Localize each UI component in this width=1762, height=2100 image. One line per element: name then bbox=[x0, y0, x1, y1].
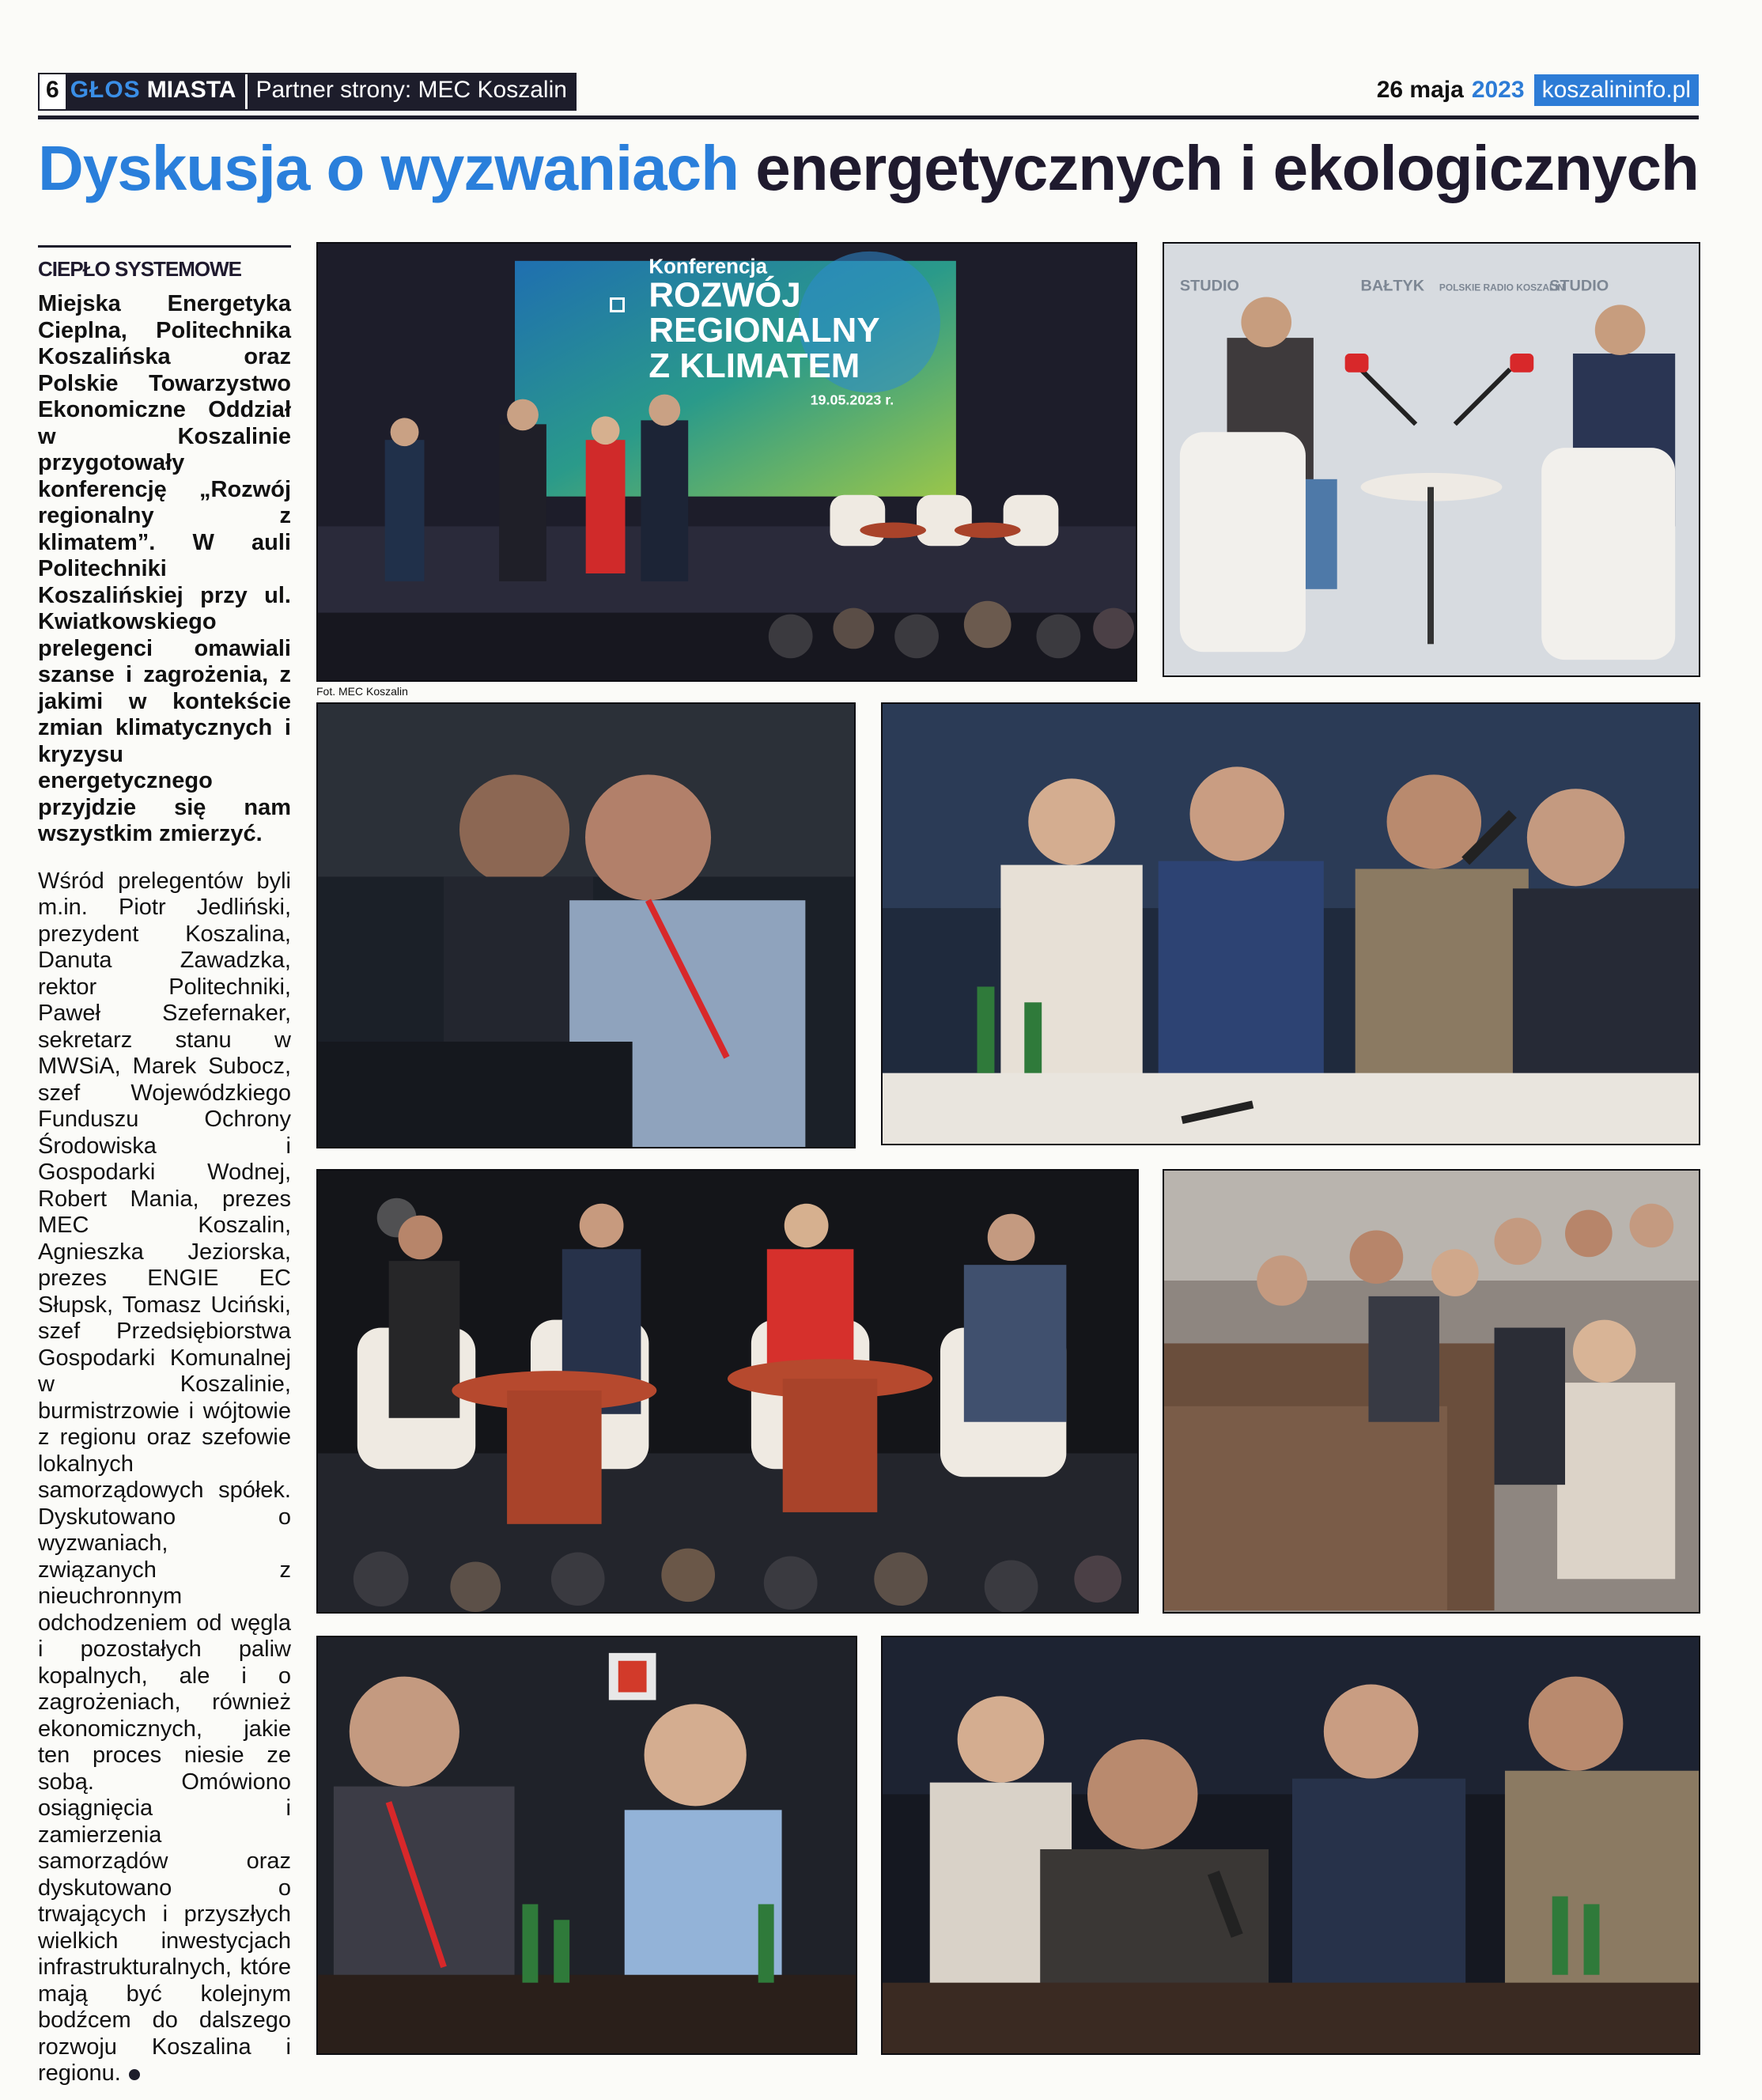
partner-label: Partner strony: MEC Koszalin bbox=[255, 77, 567, 103]
photo-credit: Fot. MEC Koszalin bbox=[316, 685, 408, 698]
article-column bbox=[38, 245, 291, 2087]
end-mark bbox=[129, 2069, 140, 2080]
issue-info bbox=[1377, 73, 1699, 108]
issue-date: 26 maja bbox=[1376, 77, 1464, 103]
photo-audience bbox=[1163, 1169, 1700, 1614]
headline-part-2: energetycznych i ekologicznych bbox=[755, 133, 1699, 203]
masthead-divider bbox=[245, 74, 248, 109]
article-kicker: CIEPŁO SYSTEMOWE bbox=[38, 257, 242, 281]
header-rule bbox=[38, 115, 1699, 119]
brand-glos: GŁOS bbox=[70, 77, 141, 103]
site-link[interactable]: koszalininfo.pl bbox=[1534, 74, 1699, 106]
screen-line-3: REGIONALNY bbox=[648, 311, 880, 350]
photo-stage-panel bbox=[316, 1169, 1139, 1614]
screen-line-4: Z KLIMATEM bbox=[648, 346, 860, 385]
radio-logo: POLSKIE RADIO KOSZALIN bbox=[1439, 282, 1565, 293]
screen-line-1: Konferencja bbox=[648, 255, 767, 278]
article-lead: Miejska Energetyka Cieplna, Politechnika Koszalińska oraz Polskie Towarzystwo Ekonomiczne Oddział w Koszalinie przygotowały konferencję „Rozwój regionalny z klimatem”. W auli Politechniki Koszalińskiej przy ul. Kwiatkowskiego prelegenci omawiali szanse i zagrożenia, z jakimi w kontekście zmian klimatycznych i kryzysu energetycznego przyjdzie się nam wszystkim zmierzyć. bbox=[38, 291, 291, 846]
photo-conference-stage bbox=[316, 242, 1137, 682]
studio-logo-2: BAŁTYK bbox=[1360, 277, 1425, 295]
photo-radio-studio bbox=[1163, 242, 1700, 677]
article-body-text: Wśród prelegentów byli m.in. Piotr Jedliński, prezydent Koszalina, Danuta Zawadzka, rektor Politechniki, Paweł Szefernaker, sekretarz stanu w MWSiA, Marek Subocz, szef Wojewódzkiego Funduszu Ochrony Środowiska i Gospodarki Wodnej, Robert Mania, prezes MEC Koszalin, Agnieszka Jeziorska, prezes ENGIE EC Słupsk, Tomasz Uciński, szef Przedsiębiorstwa Gospodarki Komunalnej w Koszalinie, burmistrzowie i wójtowie z regionu oraz szefowie lokalnych samorządowych spółek. Dyskutowano o wyzwaniach, związanych z nieuchronnym odchodzeniem od węgla i pozostałych paliw kopalnych, ale i o zagrożeniach, również ekonomicznych, jakie ten proces niesie ze sobą. Omówiono osiągnięcia i zamierzenia samorządów oraz dyskutowano o trwających i przyszłych wielkich inwestycjach infrastrukturalnych, które mają być kolejnym bodźcem do dalszego rozwoju Koszalina i regionu. bbox=[38, 868, 291, 2086]
masthead bbox=[38, 73, 577, 111]
headline-part-1: Dyskusja o wyzwaniach bbox=[38, 133, 739, 203]
issue-year: 2023 bbox=[1471, 77, 1525, 103]
photo-panel-speaker bbox=[881, 1636, 1700, 2055]
page-number: 6 bbox=[40, 74, 66, 109]
studio-logo-1: STUDIO bbox=[1179, 277, 1239, 295]
screen-line-2: ROZWÓJ bbox=[648, 275, 801, 315]
studio-logo-3: STUDIO bbox=[1549, 277, 1609, 295]
article-body bbox=[38, 868, 291, 2087]
page-header bbox=[38, 73, 1699, 108]
photo-two-listeners bbox=[316, 702, 856, 1148]
photo-speaker-woman bbox=[316, 1636, 857, 2055]
brand-miasta: MIASTA bbox=[146, 77, 236, 103]
photo-panel-four bbox=[881, 702, 1700, 1145]
screen-date: 19.05.2023 r. bbox=[810, 392, 894, 408]
article-headline bbox=[38, 125, 1699, 212]
column-rule bbox=[38, 245, 291, 248]
